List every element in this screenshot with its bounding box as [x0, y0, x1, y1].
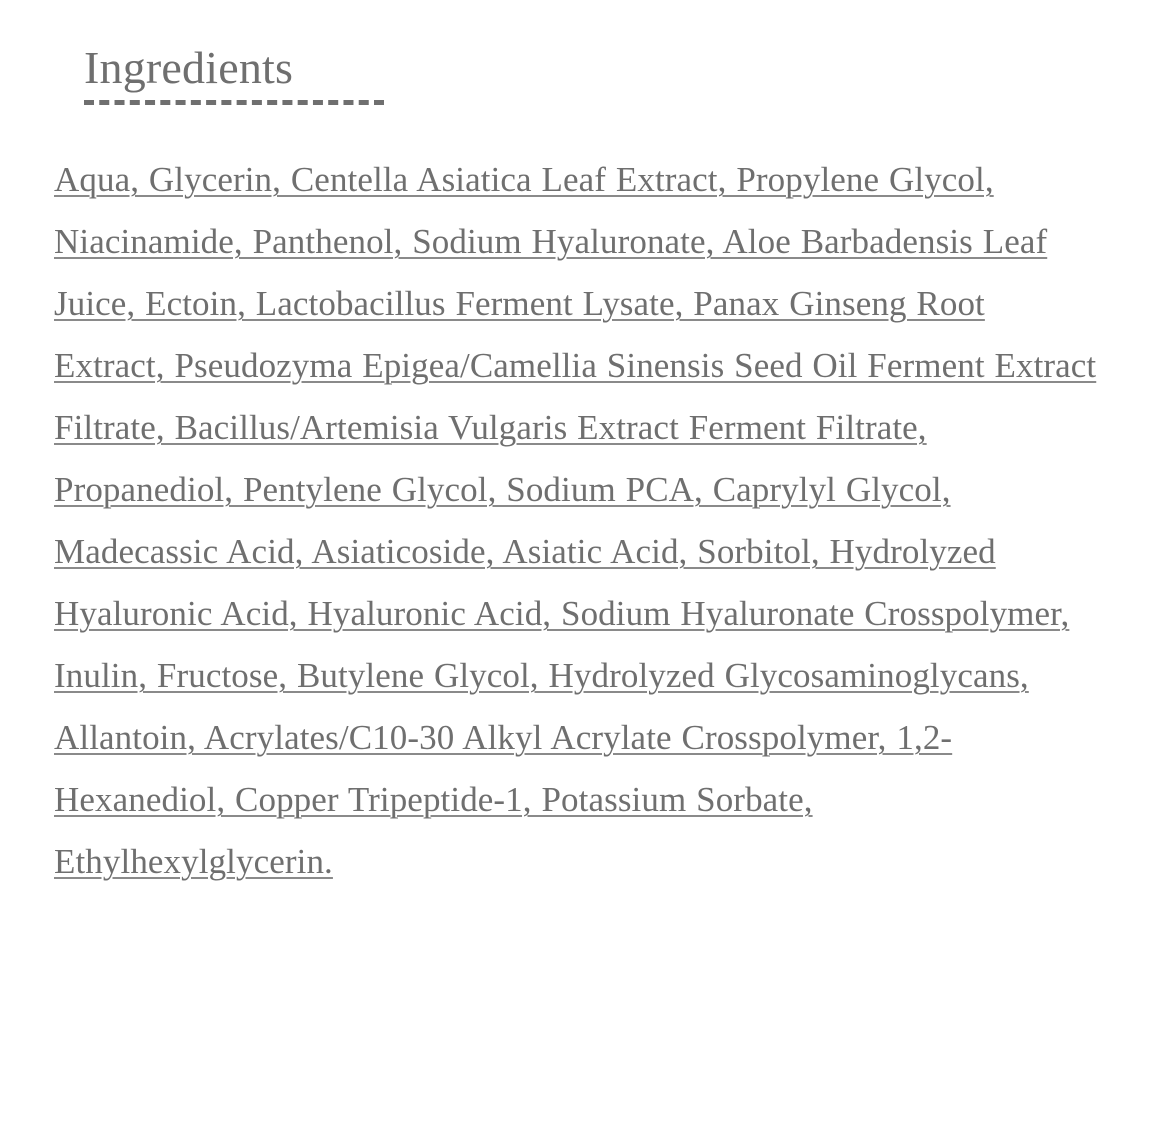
dashed-divider [84, 100, 384, 105]
page-title: Ingredients [84, 42, 294, 93]
ingredients-text: Aqua, Glycerin, Centella Asiatica Leaf Extract, Propylene Glycol, Niacinamide, Panthenol, Sodium Hyaluronate, Aloe Barbadensis Leaf Juice, Ectoin, Lactobacillus Ferment Lysate, Panax Ginseng Root Extract, Pseudozyma Epigea/Camellia Sinensis Seed Oil Ferment Extract Filtrate, Bacillus/Artemisia Vulgaris Extract Ferment Filtrate, Propanediol, Pentylene Glycol, Sodium PCA, Caprylyl Glycol, Madecassic Acid, Asiaticoside, Asiatic Acid, Sorbitol, Hydrolyzed Hyaluronic Acid, Hyaluronic Acid, Sodium Hyaluronate Crosspolymer, Inulin, Fructose, Butylene Glycol, Hydrolyzed Glycosaminoglycans, Allantoin, Acrylates/C10-30 Alkyl Acrylate Crosspolymer, 1,2-Hexanediol, Copper Tripeptide-1, Potassium Sorbate, Ethylhexylglycerin. [54, 160, 1097, 882]
